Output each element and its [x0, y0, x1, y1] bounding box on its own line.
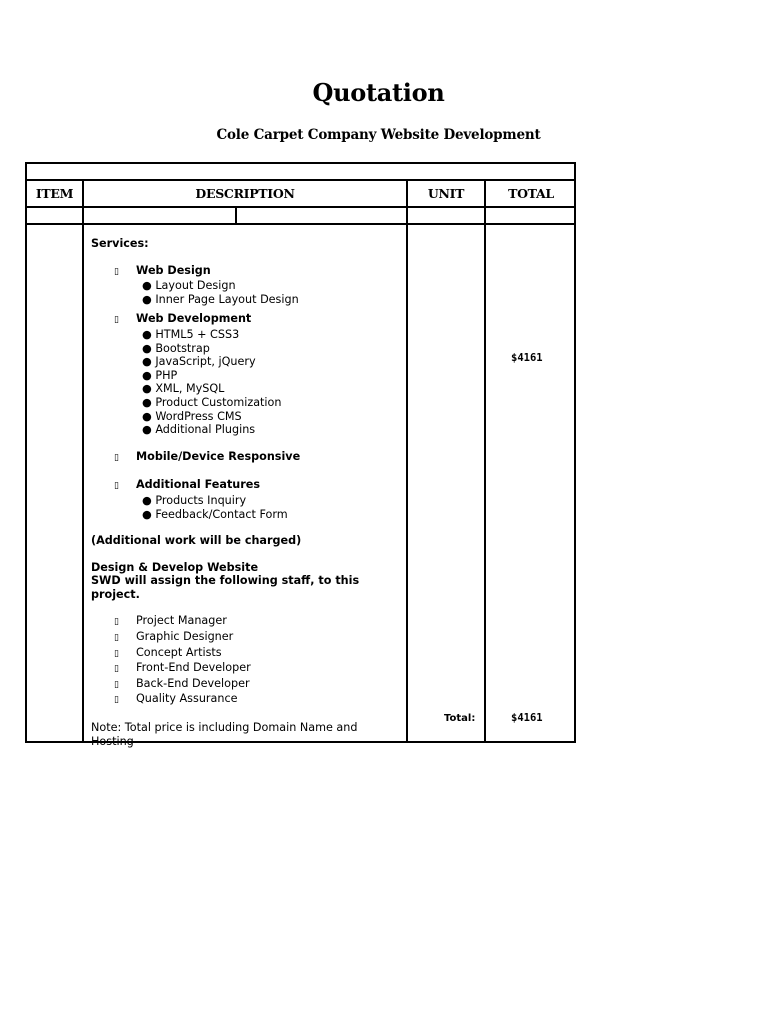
checkbox-icon: ▯ [114, 695, 119, 706]
description-cell [91, 237, 391, 748]
service-group-title [91, 264, 391, 280]
service-group-label: Web Development [136, 312, 252, 326]
service-item: ● Additional Plugins [142, 423, 256, 437]
grand-total: $4161 [511, 712, 543, 724]
staff-intro: SWD will assign the following staff, to this project. [91, 574, 360, 601]
column-divider-blank-row [235, 206, 237, 223]
service-item: ● Bootstrap [142, 341, 210, 355]
staff-label: Front-End Developer [136, 661, 251, 675]
service-item: ● WordPress CMS [142, 409, 242, 423]
total-label: Total: [444, 713, 476, 724]
service-item: ● PHP [142, 368, 178, 382]
checkbox-icon: ▯ [114, 315, 119, 326]
service-item: ● Layout Design [142, 279, 236, 293]
quotation-table [25, 162, 576, 748]
checkbox-icon: ▯ [114, 266, 119, 277]
staff-item [91, 677, 391, 693]
staff-label: Quality Assurance [136, 692, 238, 706]
staff-item [91, 692, 391, 708]
checkbox-icon: ▯ [114, 648, 119, 659]
service-item: ● Product Customization [142, 395, 282, 409]
staff-item [91, 630, 391, 646]
line-total: $4161 [511, 352, 543, 364]
header-item: ITEM [35, 186, 74, 201]
staff-label: Concept Artists [136, 645, 222, 659]
staff-label: Project Manager [136, 614, 227, 628]
service-group-title [91, 312, 391, 328]
header-description: DESCRIPTION [195, 186, 295, 201]
service-item: ● Products Inquiry [142, 493, 247, 507]
service-group-title [91, 450, 391, 466]
header-unit: UNIT [427, 186, 465, 201]
design-heading: Design & Develop Website [91, 560, 259, 574]
document-title: Quotation [312, 78, 445, 107]
service-item: ● Feedback/Contact Form [142, 507, 288, 521]
checkbox-icon: ▯ [114, 664, 119, 675]
service-item: ● Inner Page Layout Design [142, 292, 299, 306]
checkbox-icon: ▯ [114, 633, 119, 644]
service-item: ● HTML5 + CSS3 [142, 327, 240, 341]
service-group-label: Mobile/Device Responsive [136, 449, 301, 463]
service-groups [91, 264, 391, 522]
document-subtitle: Cole Carpet Company Website Development [216, 127, 541, 143]
pricing-note: Note: Total price is including Domain Name and Hosting [91, 721, 358, 748]
additional-work-note: (Additional work will be charged) [91, 534, 302, 548]
services-heading: Services: [91, 237, 149, 250]
staff-item [91, 661, 391, 677]
checkbox-icon: ▯ [114, 617, 119, 628]
column-divider-unit [484, 179, 486, 741]
checkbox-icon: ▯ [114, 679, 119, 690]
header-total: TOTAL [508, 186, 554, 201]
staff-list [91, 614, 391, 708]
column-divider-description [406, 179, 408, 741]
service-item: ● JavaScript, jQuery [142, 355, 256, 369]
staff-label: Back-End Developer [136, 676, 250, 690]
column-divider-item [82, 179, 84, 741]
table-rule-blank-row-bottom [27, 223, 574, 225]
service-group-title [91, 478, 391, 494]
staff-item [91, 646, 391, 662]
service-group-label: Additional Features [136, 478, 261, 492]
checkbox-icon: ▯ [114, 452, 119, 463]
staff-label: Graphic Designer [136, 630, 234, 644]
checkbox-icon: ▯ [114, 481, 119, 492]
service-group-label: Web Design [136, 263, 211, 277]
service-item: ● XML, MySQL [142, 382, 225, 396]
staff-item [91, 614, 391, 630]
